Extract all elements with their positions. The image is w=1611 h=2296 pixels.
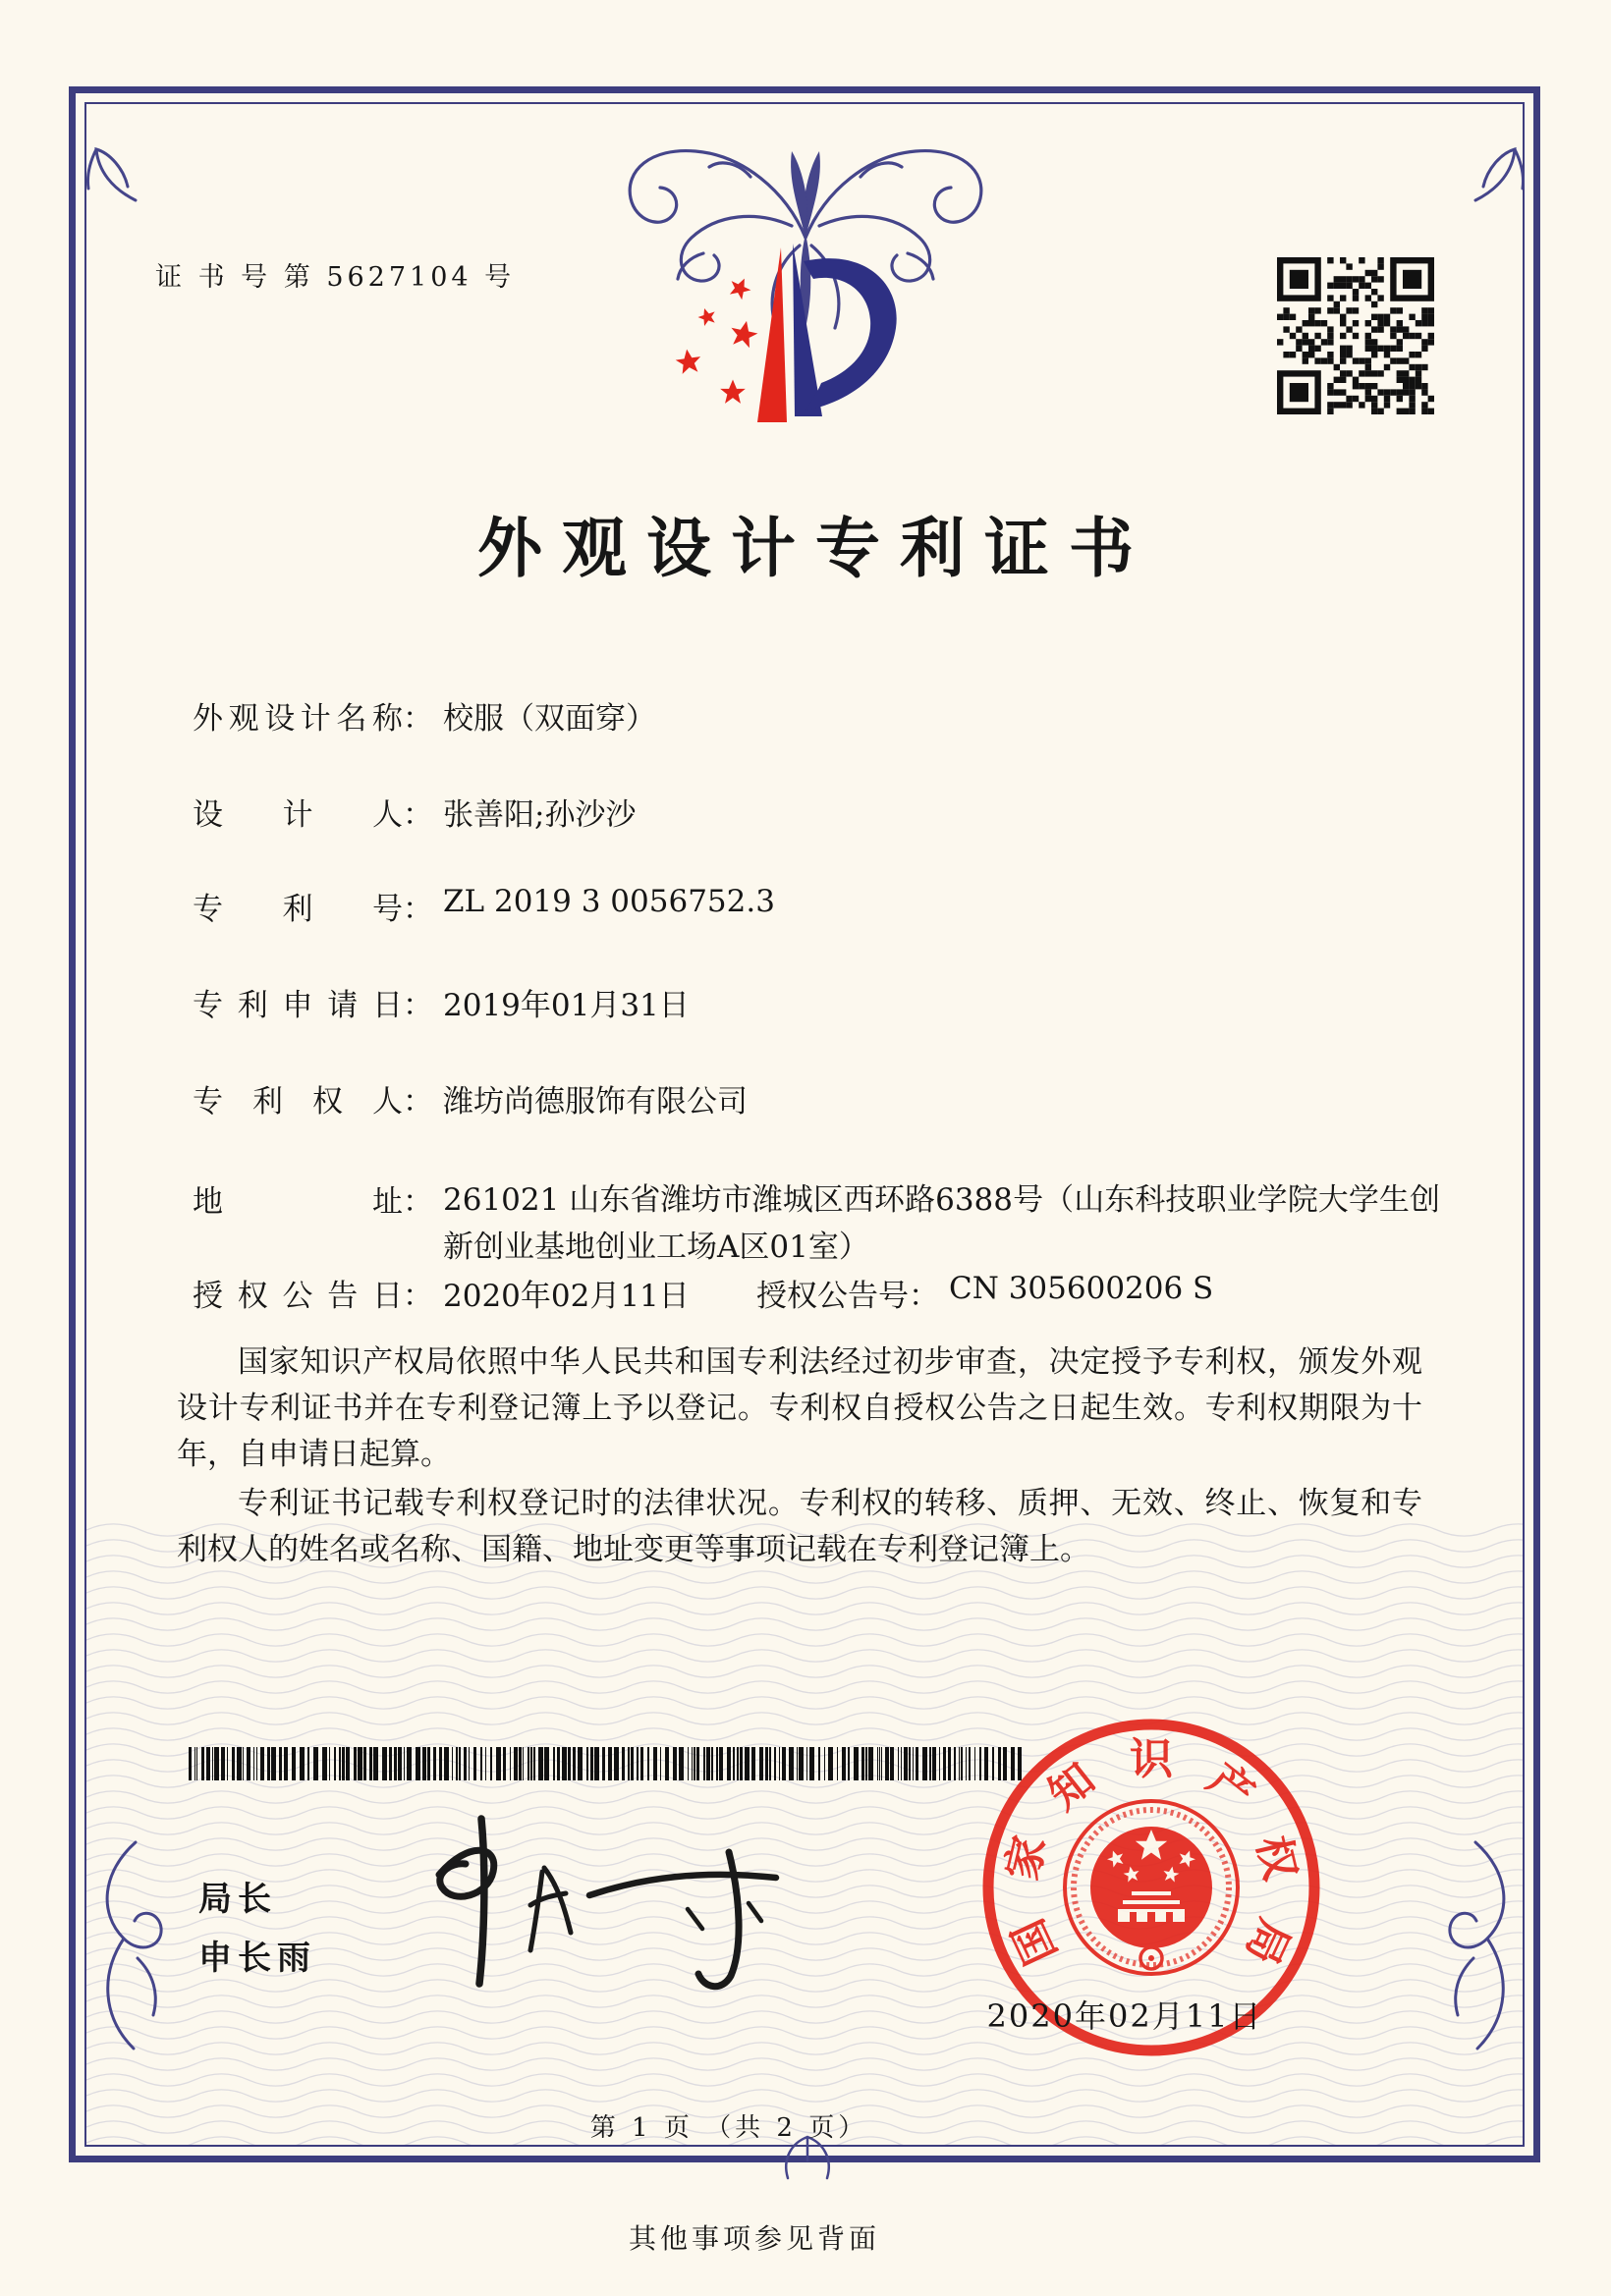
field-address xyxy=(193,1176,1440,1271)
barcode-bar xyxy=(519,1747,522,1780)
barcode-bar xyxy=(503,1747,506,1780)
barcode-bar xyxy=(578,1747,583,1780)
barcode-bar xyxy=(737,1747,739,1780)
seal-char: 识 xyxy=(1130,1734,1173,1784)
barcode-bar xyxy=(877,1747,878,1780)
barcode-bar xyxy=(530,1747,532,1780)
field-label: 专利权人 xyxy=(193,1084,403,1120)
barcode-bar xyxy=(189,1747,192,1780)
field-value: 潍坊尚德服饰有限公司 xyxy=(443,1084,748,1120)
top-left-corner-ornament-icon xyxy=(79,136,141,204)
page-number: 第 1 页 （共 2 页） xyxy=(589,2113,868,2143)
barcode-bar xyxy=(196,1747,197,1780)
barcode-bar xyxy=(382,1747,387,1780)
barcode-bar xyxy=(932,1747,936,1780)
field-value: 张善阳;孙沙沙 xyxy=(443,797,637,833)
barcode-bar xyxy=(416,1747,420,1780)
barcode-bar xyxy=(464,1747,467,1780)
barcode-bar xyxy=(510,1747,511,1780)
field-design-name xyxy=(193,693,656,738)
barcode-bar xyxy=(692,1747,693,1780)
barcode-bar xyxy=(394,1747,397,1780)
barcode-bar xyxy=(594,1747,599,1780)
barcode-bar xyxy=(369,1747,372,1780)
field-value: 2020年02月11日 xyxy=(443,1279,690,1314)
barcode-bar xyxy=(797,1747,798,1780)
bottom-left-corner-ornament-icon xyxy=(79,1838,187,2064)
field-label: 外观设计名称 xyxy=(193,701,403,737)
barcode-bar xyxy=(733,1747,735,1780)
barcode-bar xyxy=(444,1747,449,1780)
barcode-bar xyxy=(514,1747,518,1780)
field-colon: ： xyxy=(403,1279,433,1314)
barcode-bar xyxy=(959,1747,960,1780)
barcode-bar xyxy=(253,1747,254,1780)
field-label: 专利申请日 xyxy=(193,988,403,1023)
barcode-bar xyxy=(201,1747,204,1780)
barcode-bar xyxy=(716,1747,718,1780)
seal-date: 2020年02月11日 xyxy=(986,1997,1263,2035)
barcode-bar xyxy=(528,1747,529,1780)
barcode-bar xyxy=(194,1747,195,1780)
barcode-bar xyxy=(271,1747,276,1780)
director-signature-icon xyxy=(395,1801,827,1997)
barcode-bar xyxy=(284,1747,288,1780)
barcode-bar xyxy=(490,1747,492,1780)
barcode-bar xyxy=(824,1747,825,1780)
back-side-note: 其他事项参见背面 xyxy=(629,2222,881,2255)
seal-char: 产 xyxy=(1197,1753,1263,1821)
barcode-bar xyxy=(904,1747,908,1780)
barcode-bar xyxy=(456,1747,458,1780)
barcode-bar xyxy=(322,1747,327,1780)
barcode-bar xyxy=(485,1747,486,1780)
barcode-bar xyxy=(842,1747,846,1780)
field-colon: ： xyxy=(403,1084,433,1120)
barcode-bar xyxy=(769,1747,771,1780)
barcode-bar xyxy=(256,1747,257,1780)
barcode-bar xyxy=(439,1747,442,1780)
barcode-bar xyxy=(865,1747,867,1780)
barcode-bar xyxy=(637,1747,639,1780)
barcode-bar xyxy=(696,1747,699,1780)
barcode-bar xyxy=(354,1747,357,1780)
barcode-bar xyxy=(789,1747,794,1780)
field-designer xyxy=(193,790,636,834)
barcode-bar xyxy=(647,1747,649,1780)
barcode-bar xyxy=(480,1747,482,1780)
barcode-bar xyxy=(828,1747,833,1780)
barcode-bar xyxy=(628,1747,630,1780)
field-grant-date xyxy=(193,1271,690,1315)
barcode-bar xyxy=(523,1747,524,1780)
barcode-bar xyxy=(404,1747,405,1780)
barcode-bar xyxy=(307,1747,309,1780)
barcode-bar xyxy=(300,1747,305,1780)
barcode-bar xyxy=(473,1747,476,1780)
barcode-bar xyxy=(706,1747,710,1780)
barcode-bar xyxy=(602,1747,605,1780)
barcode-bar xyxy=(398,1747,402,1780)
barcode-bar xyxy=(909,1747,911,1780)
barcode-bar xyxy=(339,1747,341,1780)
barcode-bar xyxy=(459,1747,461,1780)
barcode-bar xyxy=(929,1747,931,1780)
barcode-bar xyxy=(544,1747,549,1780)
barcode-bar xyxy=(214,1747,219,1780)
barcode-bar xyxy=(279,1747,282,1780)
barcode-bar xyxy=(818,1747,820,1780)
barcode-bar xyxy=(232,1747,235,1780)
barcode-bar xyxy=(557,1747,560,1780)
barcode-bar xyxy=(469,1747,470,1780)
field-value: ZL 2019 3 0056752.3 xyxy=(443,884,775,919)
barcode-bar xyxy=(954,1747,956,1780)
barcode-bar xyxy=(782,1747,786,1780)
barcode-bar xyxy=(759,1747,763,1780)
seal-char: 局 xyxy=(1235,1911,1300,1972)
field-colon: ： xyxy=(403,988,433,1023)
field-value: 2019年01月31日 xyxy=(443,988,690,1023)
barcode-bar xyxy=(939,1747,940,1780)
barcode-bar xyxy=(292,1747,296,1780)
barcode-bar xyxy=(779,1747,780,1780)
barcode-bar xyxy=(854,1747,859,1780)
signer-title: 局长 xyxy=(198,1880,277,1919)
barcode-bar xyxy=(879,1747,880,1780)
barcode-bar xyxy=(901,1747,902,1780)
barcode-bar xyxy=(943,1747,946,1780)
barcode-bar xyxy=(961,1747,963,1780)
barcode-bar xyxy=(665,1747,669,1780)
barcode-bar xyxy=(890,1747,894,1780)
signer-name: 申长雨 xyxy=(198,1939,316,1978)
seal-char: 家 xyxy=(997,1831,1056,1886)
seal-char: 国 xyxy=(1003,1911,1068,1972)
barcode-bar xyxy=(868,1747,873,1780)
barcode-bar xyxy=(765,1747,768,1780)
bottom-right-corner-ornament-icon xyxy=(1424,1838,1532,2064)
barcode-bar xyxy=(631,1747,634,1780)
barcode-bar xyxy=(452,1747,453,1780)
barcode-bar xyxy=(538,1747,543,1780)
barcode-bar xyxy=(809,1747,814,1780)
barcode-bar xyxy=(260,1747,264,1780)
barcode-bar xyxy=(774,1747,776,1780)
barcode-bar xyxy=(227,1747,228,1780)
barcode-bar xyxy=(496,1747,501,1780)
barcode-bar xyxy=(533,1747,535,1780)
barcode-bar xyxy=(688,1747,689,1780)
barcode-bar xyxy=(848,1747,850,1780)
seal-char: 权 xyxy=(1247,1831,1305,1886)
barcode-bar xyxy=(948,1747,951,1780)
barcode-bar xyxy=(622,1747,625,1780)
barcode-bar xyxy=(640,1747,643,1780)
legal-paragraph-1: 国家知识产权局依照中华人民共和国专利法经过初步审查，决定授予专利权，颁发外观设计专利证书并在专利登记簿上予以登记。专利权自授权公告之日起生效。专利权期限为十年，自申请日起算。 xyxy=(177,1344,1422,1472)
barcode-bar xyxy=(586,1747,588,1780)
barcode-bar xyxy=(329,1747,330,1780)
barcode-bar xyxy=(751,1747,755,1780)
field-label: 授权公告日 xyxy=(193,1279,403,1314)
barcode-bar xyxy=(422,1747,426,1780)
field-label: 地址 xyxy=(193,1184,403,1220)
field-grant-number xyxy=(756,1271,1213,1315)
barcode-bar xyxy=(740,1747,743,1780)
field-label: 授权公告号 xyxy=(756,1279,909,1314)
field-colon: ： xyxy=(403,701,433,737)
top-right-corner-ornament-icon xyxy=(1470,136,1532,204)
barcode-bar xyxy=(243,1747,244,1780)
field-value: CN 305600206 S xyxy=(949,1271,1214,1306)
barcode-bar xyxy=(389,1747,392,1780)
barcode-bar xyxy=(407,1747,412,1780)
legal-text xyxy=(177,1339,1422,1573)
barcode-bar xyxy=(363,1747,366,1780)
barcode-bar xyxy=(206,1747,210,1780)
barcode-bar xyxy=(660,1747,661,1780)
certificate-number: 证 书 号 第 5627104 号 xyxy=(155,262,516,293)
barcode-bar xyxy=(573,1747,576,1780)
field-value: 261021 山东省潍坊市潍城区西环路6388号（山东科技职业学院大学生创新创业基地创业工场A区01室） xyxy=(443,1182,1440,1265)
field-colon: ： xyxy=(403,892,433,927)
barcode-bar xyxy=(212,1747,213,1780)
barcode-bar xyxy=(342,1747,345,1780)
barcode-bar xyxy=(694,1747,695,1780)
barcode-bar xyxy=(427,1747,430,1780)
barcode-bar xyxy=(608,1747,612,1780)
field-patentee xyxy=(193,1076,748,1121)
barcode-bar xyxy=(358,1747,362,1780)
barcode-icon xyxy=(189,1747,1028,1780)
barcode-bar xyxy=(614,1747,619,1780)
barcode-bar xyxy=(373,1747,378,1780)
barcode-bar xyxy=(916,1747,918,1780)
barcode-bar xyxy=(237,1747,242,1780)
field-label: 专利号 xyxy=(193,892,403,927)
barcode-bar xyxy=(553,1747,555,1780)
barcode-bar xyxy=(922,1747,927,1780)
barcode-bar xyxy=(221,1747,225,1780)
seal-char: 知 xyxy=(1039,1753,1105,1821)
barcode-bar xyxy=(885,1747,889,1780)
barcode-bar xyxy=(711,1747,713,1780)
barcode-bar xyxy=(881,1747,882,1780)
field-patent-number xyxy=(193,884,775,928)
barcode-bar xyxy=(719,1747,723,1780)
field-label: 设计人 xyxy=(193,797,403,833)
barcode-bar xyxy=(679,1747,684,1780)
barcode-bar xyxy=(703,1747,705,1780)
barcode-bar xyxy=(653,1747,657,1780)
barcode-bar xyxy=(346,1747,350,1780)
barcode-bar xyxy=(433,1747,436,1780)
barcode-bar xyxy=(247,1747,250,1780)
barcode-bar xyxy=(837,1747,838,1780)
barcode-bar xyxy=(799,1747,804,1780)
field-colon: ： xyxy=(403,1184,433,1220)
barcode-bar xyxy=(313,1747,318,1780)
barcode-bar xyxy=(334,1747,336,1780)
barcode-bar xyxy=(267,1747,270,1780)
barcode-bar xyxy=(562,1747,567,1780)
barcode-bar xyxy=(898,1747,899,1780)
barcode-bar xyxy=(806,1747,807,1780)
field-filing-date xyxy=(193,980,690,1024)
legal-paragraph-2: 专利证书记载专利权登记时的法律状况。专利权的转移、质押、无效、终止、恢复和专利权人的姓名或名称、国籍、地址变更等事项记载在专利登记簿上。 xyxy=(177,1486,1422,1567)
field-colon: ： xyxy=(909,1279,939,1314)
barcode-bar xyxy=(673,1747,677,1780)
barcode-bar xyxy=(590,1747,593,1780)
qr-code-icon xyxy=(1277,257,1434,414)
barcode-bar xyxy=(861,1747,864,1780)
barcode-bar xyxy=(727,1747,731,1780)
barcode-bar xyxy=(913,1747,914,1780)
cnipa-logo-icon xyxy=(656,222,908,440)
barcode-bar xyxy=(745,1747,750,1780)
field-value: 校服（双面穿） xyxy=(443,701,656,737)
field-colon: ： xyxy=(403,797,433,833)
certificate-title: 外观设计专利证书 xyxy=(477,510,1153,586)
barcode-bar xyxy=(568,1747,571,1780)
